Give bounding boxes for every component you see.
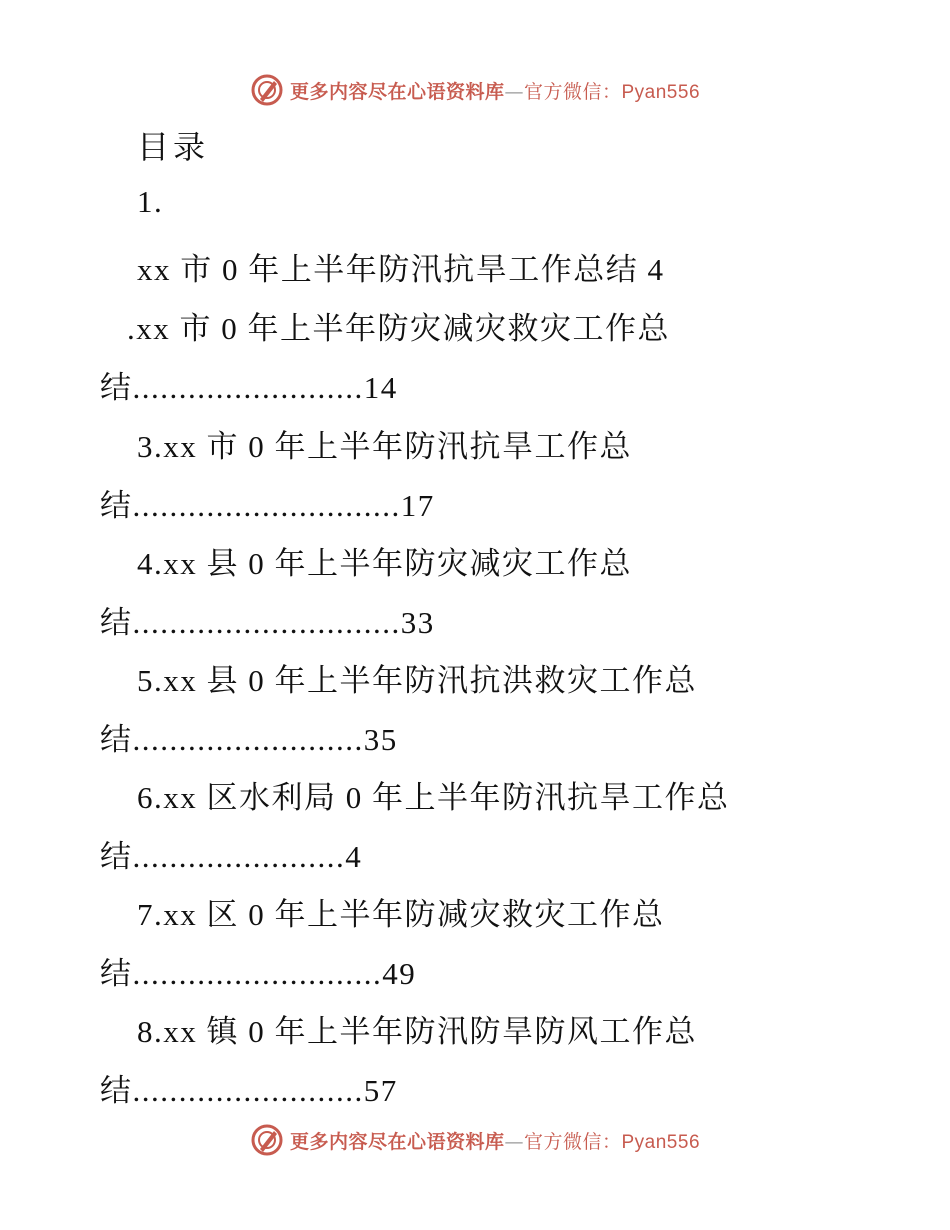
toc-line: 1.: [137, 184, 164, 219]
toc-line: 6.xx 区水利局 0 年上半年防汛抗旱工作总: [137, 780, 730, 815]
banner-lead: 更多内容尽在心语资料库: [289, 1130, 505, 1153]
header-banner: [0, 70, 950, 110]
footer-banner: [0, 1120, 950, 1160]
toc-line: 结.........................35: [100, 722, 398, 757]
banner-wechat: 官方微信：Pyan556: [524, 81, 701, 103]
banner-lead: 更多内容尽在心语资料库: [289, 80, 505, 103]
page-title: 目录: [137, 128, 210, 166]
toc-line: 5.xx 县 0 年上半年防汛抗洪救灾工作总: [137, 663, 697, 698]
toc-line: xx 市 0 年上半年防汛抗旱工作总结 4: [137, 252, 665, 287]
toc-line: 8.xx 镇 0 年上半年防汛防旱防风工作总: [137, 1014, 697, 1049]
banner-separator: —: [504, 1130, 524, 1153]
banner-separator: —: [504, 80, 524, 103]
toc-line: 结.............................33: [100, 605, 435, 640]
banner-text: [290, 77, 700, 104]
toc-line: 结.........................57: [100, 1073, 398, 1108]
toc-line: 结.............................17: [100, 488, 435, 523]
toc-line: 7.xx 区 0 年上半年防减灾救灾工作总: [137, 897, 665, 932]
toc-line: 3.xx 市 0 年上半年防汛抗旱工作总: [137, 429, 632, 464]
pen-nib-logo-icon: [250, 73, 284, 107]
toc-line: 结.........................14: [100, 370, 398, 405]
toc-line: 结.......................4: [100, 839, 363, 874]
banner-wechat: 官方微信：Pyan556: [524, 1131, 701, 1153]
toc-line: .xx 市 0 年上半年防灾减灾救灾工作总: [127, 311, 670, 346]
toc-line: 4.xx 县 0 年上半年防灾减灾工作总: [137, 546, 632, 581]
pen-nib-logo-icon: [250, 1123, 284, 1157]
banner-text: [290, 1127, 700, 1154]
toc-line: 结...........................49: [100, 956, 417, 991]
